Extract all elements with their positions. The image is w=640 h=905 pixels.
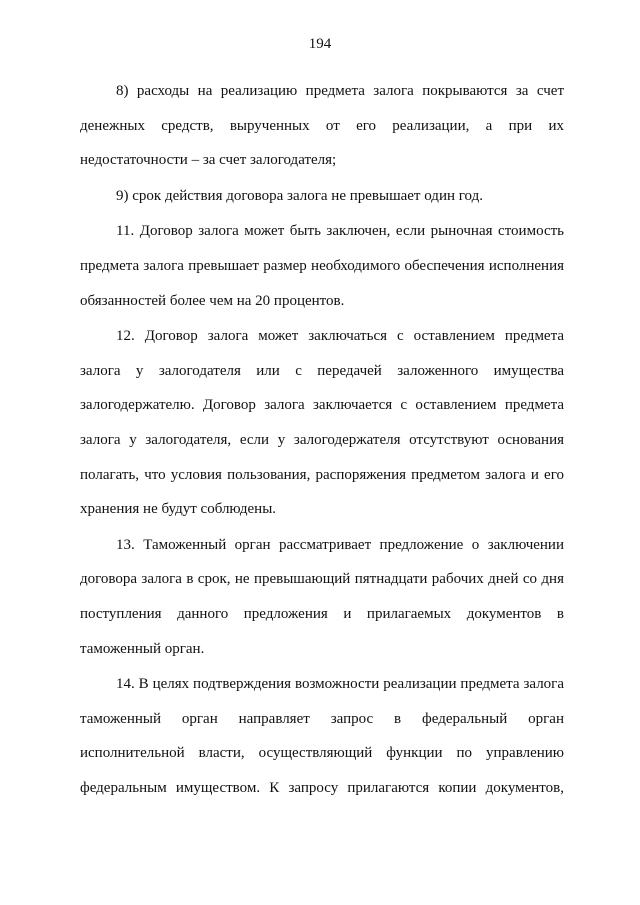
text-line: обязанностей более чем на 20 процентов. bbox=[80, 292, 345, 309]
text-line: залога у залогодателя, если у залогодержателя отсутствуют основания bbox=[80, 431, 564, 448]
text-line: залогодержателю. Договор залога заключается с оставлением предмета bbox=[80, 397, 564, 414]
text-line: 8) расходы на реализацию предмета залога покрываются за счет bbox=[116, 83, 564, 99]
text-line: 9) срок действия договора залога не превышает один год. bbox=[116, 187, 483, 204]
paragraph-clause-13 bbox=[80, 528, 564, 666]
text-line: договора залога в срок, не превышающий пятнадцати рабочих дней со дня bbox=[80, 571, 564, 588]
document-body bbox=[80, 74, 564, 805]
text-line: денежных средств, вырученных от его реализации, а при их bbox=[80, 117, 564, 134]
text-line: залога у залогодателя или с передачей заложенного имущества bbox=[80, 362, 564, 379]
text-line: недостаточности – за счет залогодателя; bbox=[80, 152, 337, 169]
text-line: 12. Договор залога может заключаться с оставлением предмета bbox=[116, 328, 564, 345]
paragraph-clause-11 bbox=[80, 214, 564, 318]
text-line: исполнительной власти, осуществляющий функции по управлению bbox=[80, 745, 564, 762]
paragraph-clause-12 bbox=[80, 319, 564, 527]
paragraph-item-9 bbox=[80, 179, 564, 214]
text-line: хранения не будут соблюдены. bbox=[80, 501, 277, 518]
paragraph-item-8 bbox=[80, 74, 564, 178]
text-line: 13. Таможенный орган рассматривает предложение о заключении bbox=[116, 536, 564, 553]
text-line: 11. Договор залога может быть заключен, если рыночная стоимость bbox=[116, 223, 564, 240]
text-line: таможенный орган. bbox=[80, 640, 205, 657]
text-line: федеральным имуществом. К запросу прилагаются копии документов, bbox=[80, 779, 564, 796]
text-line: предмета залога превышает размер необходимого обеспечения исполнения bbox=[80, 257, 564, 274]
text-line: полагать, что условия пользования, распоряжения предметом залога и его bbox=[80, 466, 564, 483]
paragraph-clause-14 bbox=[80, 667, 564, 805]
text-line: 14. В целях подтверждения возможности реализации предмета залога bbox=[116, 676, 564, 693]
text-line: таможенный орган направляет запрос в федеральный орган bbox=[80, 710, 564, 727]
text-line: поступления данного предложения и прилагаемых документов в bbox=[80, 605, 564, 622]
page-number: 194 bbox=[308, 36, 332, 52]
